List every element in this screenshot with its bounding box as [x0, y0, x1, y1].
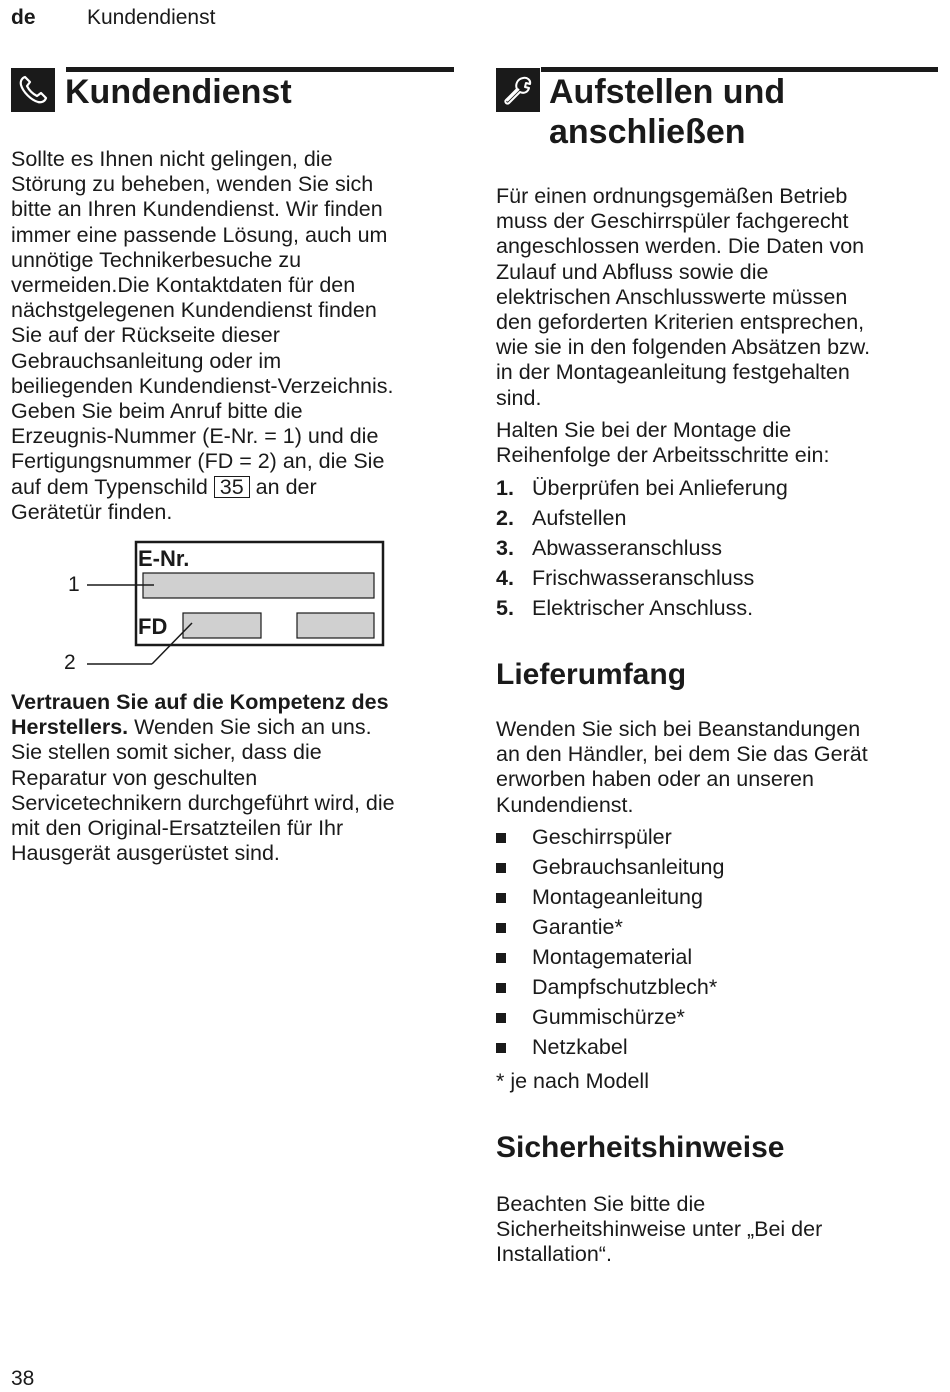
list-item — [496, 563, 788, 593]
text-line: beiliegenden Kundendienst-Verzeichnis. — [11, 373, 394, 398]
list-item — [496, 852, 724, 882]
item-text: Gebrauchsanleitung — [532, 855, 725, 879]
list-item — [496, 822, 724, 852]
text-line: Sie stellen somit sicher, dass die — [11, 740, 322, 765]
text-line: elektrischen Anschlusswerte müssen — [496, 284, 848, 309]
kundendienst-intro — [11, 147, 394, 525]
rating-plate-figure — [11, 530, 456, 680]
list-item — [496, 533, 788, 563]
text-line: Vertrauen Sie auf die Kompetenz des — [11, 690, 389, 714]
step-text: Elektrischer Anschluss. — [532, 596, 754, 620]
text-line: Hausgerät ausgerüstet sind. — [11, 841, 280, 866]
square-bullet-icon — [496, 863, 506, 873]
text-line: wie sie in den folgenden Absätzen bzw. — [496, 335, 871, 360]
section-heading-aufstellen — [549, 72, 785, 152]
installation-steps — [496, 473, 788, 623]
text-line: Zulauf und Abfluss sowie die — [496, 259, 769, 284]
text-line: unnötige Technikerbesuche zu — [11, 247, 302, 272]
subheading-sicherheitshinweise: Sicherheitshinweise — [496, 1131, 785, 1164]
running-header-title: Kundendienst — [87, 6, 216, 29]
text-line: mit den Original-Ersatzteilen für Ihr — [11, 816, 344, 841]
model-footnote: * je nach Modell — [496, 1069, 649, 1093]
text-segment: an der — [249, 474, 317, 499]
order-intro — [496, 418, 829, 468]
callout-1: 1 — [68, 573, 80, 596]
text-line: Fertigungsnummer (FD = 2) an, die Sie — [11, 449, 385, 474]
text-line: angeschlossen werden. Die Daten von — [496, 234, 865, 259]
text-segment: auf dem Typenschild — [11, 474, 214, 499]
text-line: immer eine passende Lösung, auch um — [11, 222, 388, 247]
text-segment: Herstellers. — [11, 715, 129, 740]
list-item — [496, 942, 724, 972]
square-bullet-icon — [496, 893, 506, 903]
language-code: de — [11, 6, 36, 29]
square-bullet-icon — [496, 953, 506, 963]
item-text: Montageanleitung — [532, 885, 703, 909]
safety-paragraph — [496, 1192, 822, 1268]
text-line: Geben Sie beim Anruf bitte die — [11, 399, 303, 424]
step-text: Frischwasseranschluss — [532, 566, 755, 590]
step-text: Abwasseranschluss — [532, 536, 723, 560]
text-line: erworben haben oder an unseren — [496, 767, 814, 792]
text-line: nächstgelegenen Kundendienst finden — [11, 298, 377, 323]
step-number: 4. — [496, 566, 514, 590]
text-line: den geforderten Kriterien entsprechen, — [496, 310, 865, 335]
list-item — [496, 882, 724, 912]
item-text: Dampfschutzblech* — [532, 975, 718, 999]
square-bullet-icon — [496, 833, 506, 843]
square-bullet-icon — [496, 923, 506, 933]
subheading-lieferumfang: Lieferumfang — [496, 658, 687, 691]
text-line: sind. — [496, 385, 542, 410]
phone-icon — [11, 68, 55, 112]
text-line: Für einen ordnungsgemäßen Betrieb — [496, 184, 848, 208]
list-item — [496, 912, 724, 942]
text-line: Sie auf der Rückseite dieser — [11, 323, 280, 348]
callout-2: 2 — [64, 651, 76, 674]
list-item — [496, 473, 788, 503]
section-heading-kundendienst: Kundendienst — [65, 73, 292, 111]
list-item — [496, 1032, 724, 1062]
list-item — [496, 1002, 724, 1032]
text-line: Störung zu beheben, wenden Sie sich — [11, 172, 374, 197]
text-line: Halten Sie bei der Montage die — [496, 418, 792, 442]
wrench-icon — [496, 68, 540, 112]
text-line: in der Montageanleitung festgehalten — [496, 360, 850, 385]
text-line: Reparatur von geschulten — [11, 765, 258, 790]
reference-number-box: 35 — [214, 476, 250, 498]
text-line: Sicherheitshinweise unter „Bei der — [496, 1217, 823, 1242]
text-line: Servicetechnikern durchgeführt wird, die — [11, 790, 395, 815]
text-line: Sollte es Ihnen nicht gelingen, die — [11, 147, 333, 171]
step-number: 1. — [496, 476, 514, 500]
step-text: Überprüfen bei Anlieferung — [532, 476, 788, 500]
item-text: Montagematerial — [532, 945, 693, 969]
step-number: 2. — [496, 506, 514, 530]
step-number: 3. — [496, 536, 514, 560]
text-line: an den Händler, bei dem Sie das Gerät — [496, 742, 868, 767]
item-text: Gummischürze* — [532, 1005, 685, 1029]
aufstellen-intro — [496, 184, 870, 411]
square-bullet-icon — [496, 1043, 506, 1053]
text-line: Gerätetür finden. — [11, 499, 173, 524]
text-line: Kundendienst. — [496, 792, 634, 817]
square-bullet-icon — [496, 983, 506, 993]
list-item — [496, 503, 788, 533]
text-segment: Wenden Sie sich an uns. — [128, 715, 372, 740]
page-number: 38 — [11, 1367, 35, 1390]
text-line: Reihenfolge der Arbeitsschritte ein: — [496, 443, 830, 468]
text-line: Wenden Sie sich bei Beanstandungen — [496, 717, 861, 741]
step-text: Aufstellen — [532, 506, 627, 530]
item-text: Garantie* — [532, 915, 623, 939]
lieferumfang-intro — [496, 717, 868, 818]
square-bullet-icon — [496, 1013, 506, 1023]
list-item — [496, 593, 788, 623]
text-line — [11, 475, 394, 500]
enr-label: E-Nr. — [138, 546, 190, 571]
item-text: Geschirrspüler — [532, 825, 672, 849]
scope-of-delivery-list — [496, 822, 724, 1062]
heading-line: Aufstellen und — [549, 73, 786, 111]
list-item — [496, 972, 724, 1002]
trust-paragraph — [11, 690, 395, 866]
text-line: bitte an Ihren Kundendienst. Wir finden — [11, 197, 383, 222]
text-line: Installation“. — [496, 1242, 612, 1267]
text-line: Gebrauchsanleitung oder im — [11, 348, 282, 373]
step-number: 5. — [496, 596, 514, 620]
text-line: muss der Geschirrspüler fachgerecht — [496, 209, 849, 234]
text-line: Erzeugnis-Nummer (E-Nr. = 1) und die — [11, 424, 379, 449]
text-line — [11, 715, 395, 740]
heading-line: anschließen — [549, 113, 746, 151]
text-line: vermeiden.Die Kontaktdaten für den — [11, 273, 356, 298]
item-text: Netzkabel — [532, 1035, 628, 1059]
fd-label: FD — [138, 614, 168, 639]
text-line: Beachten Sie bitte die — [496, 1192, 706, 1216]
